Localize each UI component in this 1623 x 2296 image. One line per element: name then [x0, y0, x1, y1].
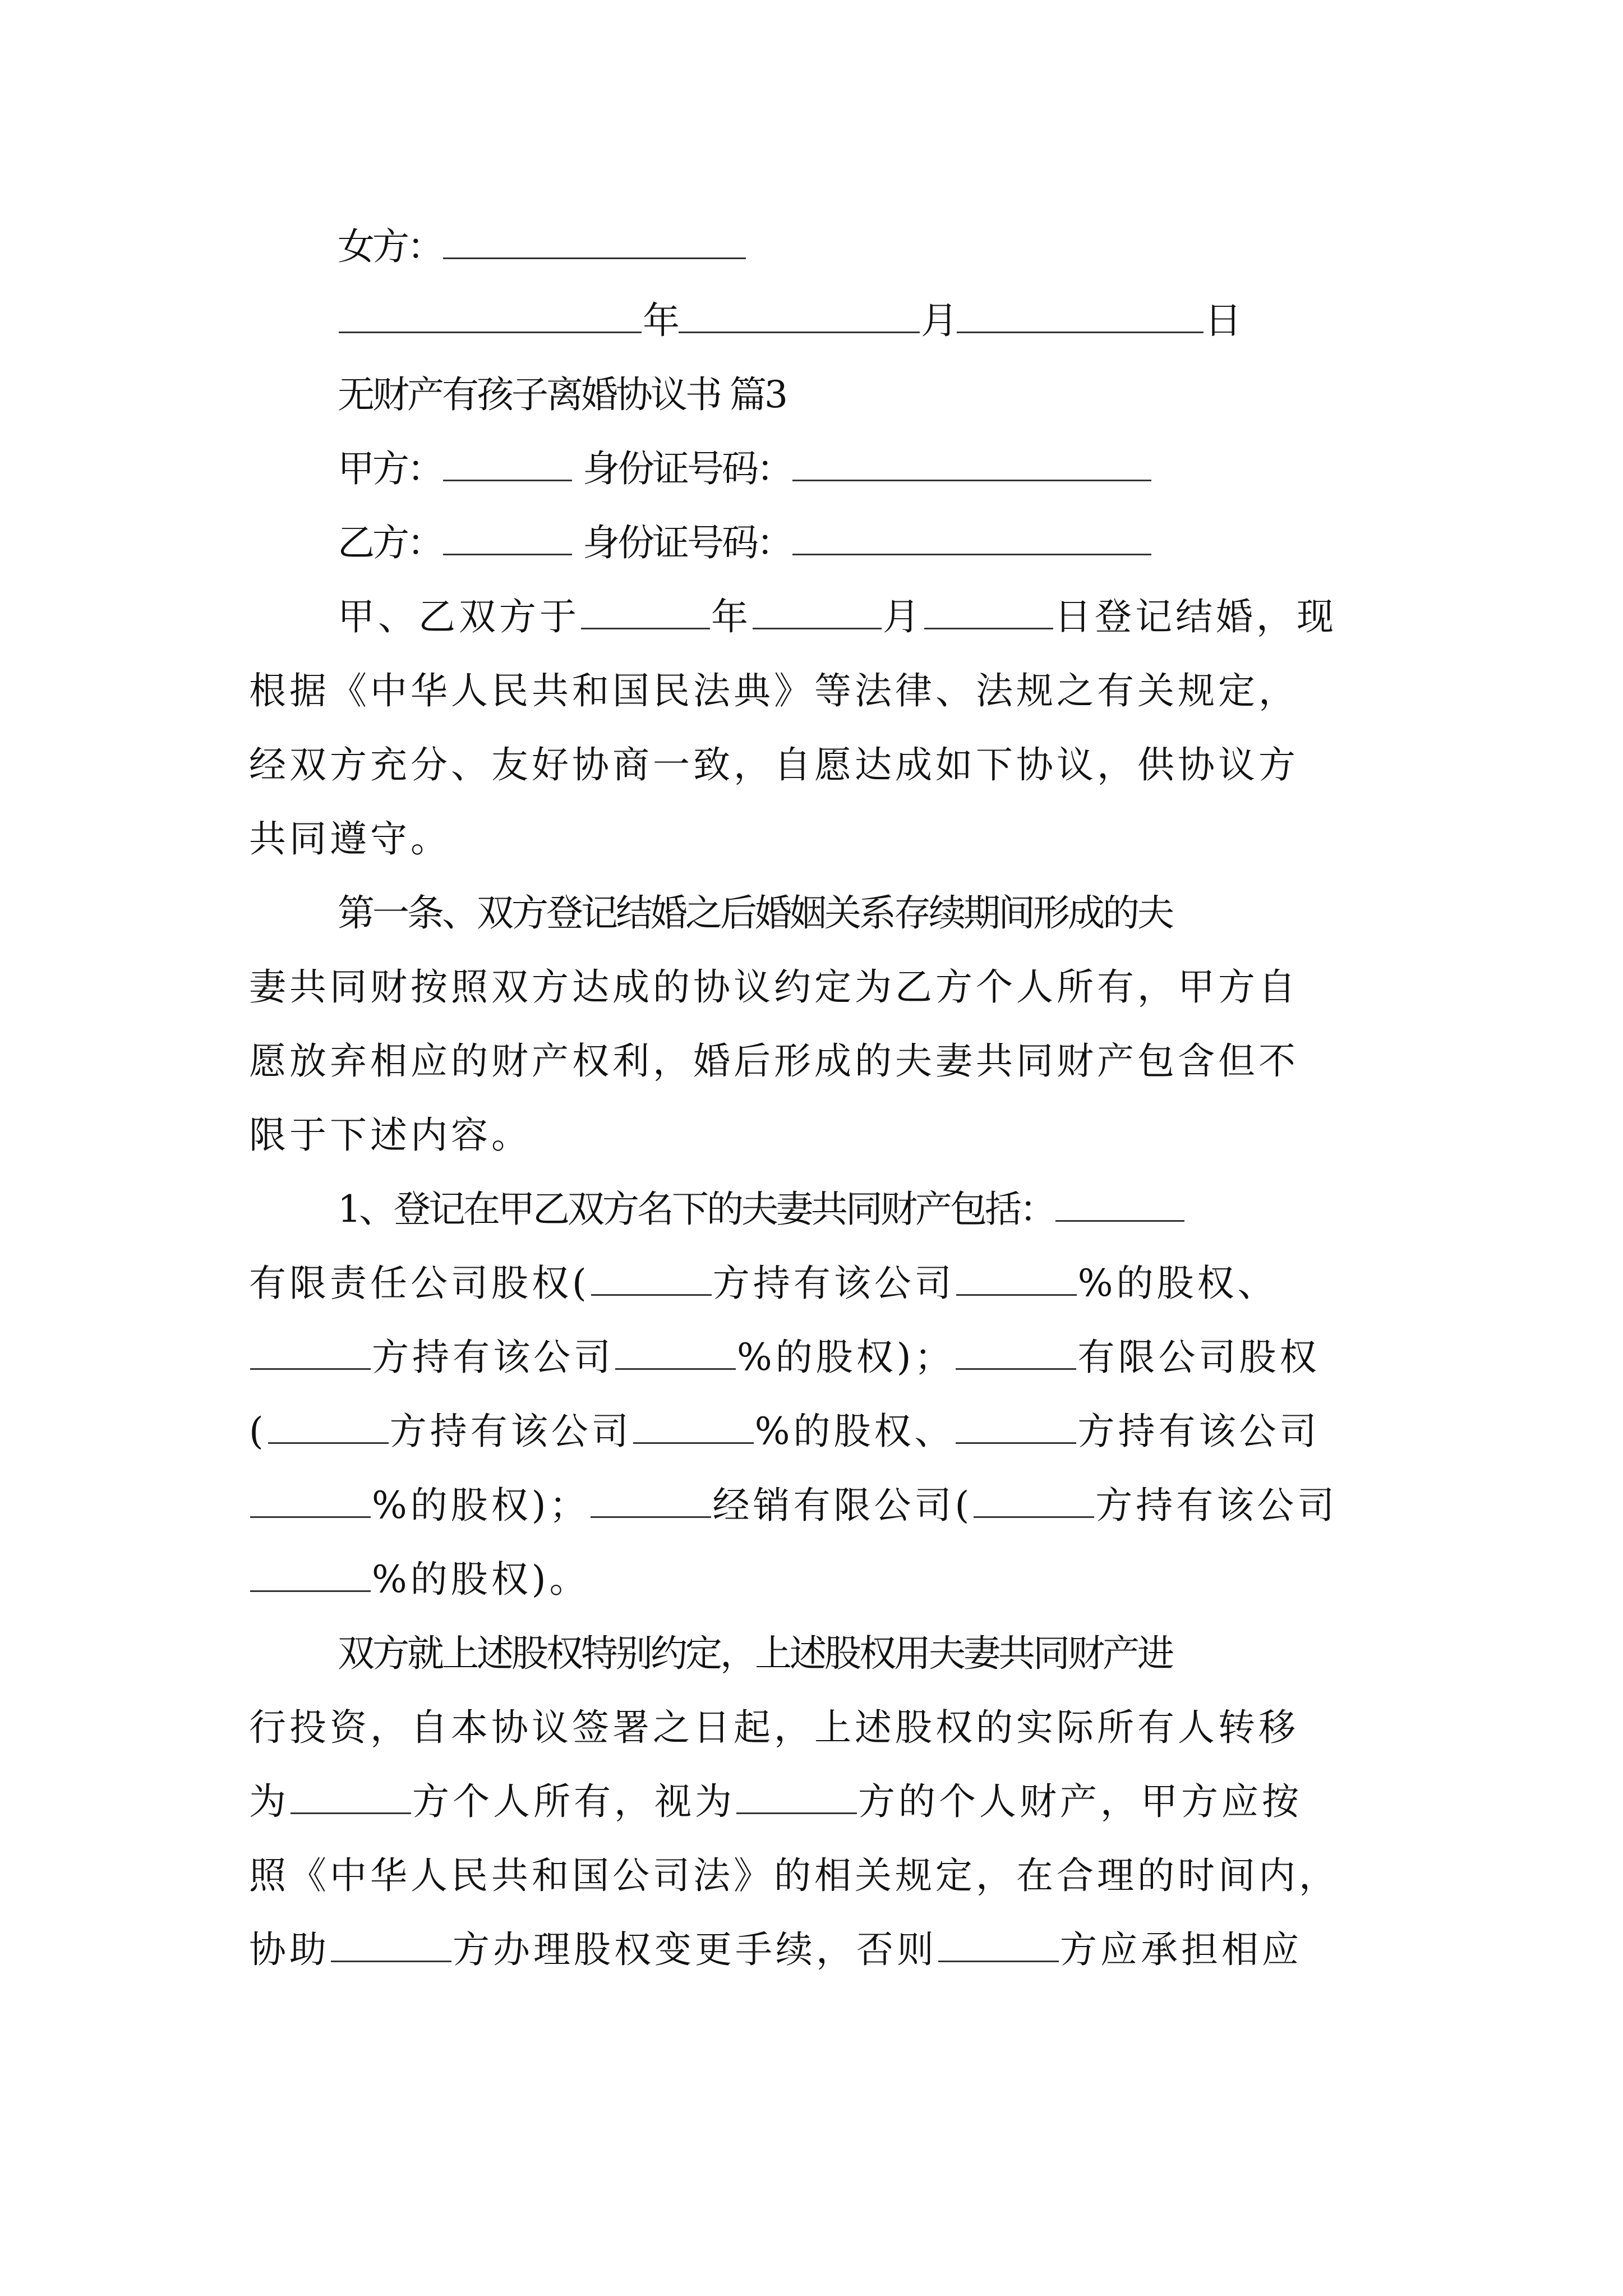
month-blank	[679, 293, 920, 333]
owner-blank	[291, 1774, 411, 1814]
item1-text: 有限公司股权	[1077, 1336, 1320, 1379]
equity-line-3	[249, 1774, 1382, 1830]
equity-line-1: 双方就上述股权特别约定，上述股权用夫妻共同财产进	[338, 1632, 1172, 1675]
company3-blank	[591, 1478, 711, 1518]
party-a-id-label: 身份证号码：	[582, 447, 791, 490]
item1-line-2	[249, 1255, 1382, 1312]
party-a-line	[338, 441, 1470, 497]
item1-line-1	[338, 1181, 1470, 1237]
item1-text: %的股权)。	[372, 1558, 590, 1601]
party-a-label: 甲方：	[338, 447, 442, 490]
item1-line-5	[249, 1478, 1382, 1534]
female-signature-line	[338, 219, 1470, 275]
item1-text: 1、登记在甲乙双方名下的夫妻共同财产包括：	[338, 1188, 1054, 1231]
holder-blank	[974, 1478, 1094, 1518]
day-label: 日	[1205, 299, 1239, 342]
item1-text: %的股权)；	[737, 1336, 955, 1379]
section-title: 无财产有孩子离婚协议书 篇3	[338, 373, 786, 416]
marriage-day-blank	[924, 590, 1053, 629]
female-signature-blank	[443, 219, 746, 259]
equity-text: 为	[249, 1780, 289, 1823]
item1-line-6	[249, 1552, 1382, 1608]
year-label: 年	[643, 299, 677, 342]
intro-line-3: 经双方充分、友好协商一致，自愿达成如下协议，供协议方	[249, 743, 1299, 786]
party-b-name-blank	[443, 516, 572, 555]
article1-line-3: 愿放弃相应的财产权利，婚后形成的夫妻共同财产包含但不	[249, 1039, 1299, 1083]
party-a-name-blank	[443, 441, 572, 481]
holder-blank	[250, 1330, 371, 1370]
liable-party-blank	[938, 1922, 1059, 1962]
percent-blank	[250, 1552, 371, 1592]
intro-text: 甲、乙双方于	[338, 595, 580, 638]
article1-line-4: 限于下述内容。	[249, 1114, 532, 1157]
item1-text: 方持有该公司	[1077, 1410, 1320, 1453]
item1-line-3	[249, 1329, 1382, 1386]
item1-text: 方持有该公司	[389, 1410, 632, 1453]
party-b-line	[338, 515, 1470, 571]
item1-text: 方持有该公司	[712, 1262, 955, 1305]
article1-line-1: 第一条、双方登记结婚之后婚姻关系存续期间形成的夫	[338, 891, 1172, 935]
percent-blank	[956, 1256, 1077, 1296]
equity-text: 方应承担相应	[1060, 1928, 1302, 1971]
item1-text: (	[249, 1410, 267, 1453]
company2-blank	[956, 1330, 1076, 1370]
month-label: 月	[921, 299, 956, 342]
equity-line-2: 行投资，自本协议签署之日起，上述股权的实际所有人转移	[249, 1706, 1299, 1749]
intro-day-text: 日登记结婚，现	[1054, 595, 1337, 638]
item1-text: %的股权、	[1077, 1262, 1278, 1305]
party-a-id-blank	[792, 441, 1151, 481]
holder-blank	[268, 1404, 389, 1444]
signature-date-line	[338, 293, 1470, 349]
company1-blank	[1055, 1182, 1184, 1222]
percent-blank	[250, 1478, 371, 1518]
intro-line-2: 根据《中华人民共和国民法典》等法律、法规之有关规定，	[249, 669, 1299, 712]
equity-text: 方办理股权变更手续，否则	[453, 1928, 937, 1971]
item1-text: 有限责任公司股权(	[249, 1262, 590, 1305]
party-b-id-blank	[792, 516, 1151, 555]
year-blank	[339, 293, 642, 333]
holder-blank	[956, 1404, 1076, 1444]
intro-year: 年	[711, 595, 751, 638]
equity-line-4: 照《中华人民共和国公司法》的相关规定，在合理的时间内，	[249, 1854, 1339, 1897]
equity-text: 协助	[249, 1928, 330, 1971]
equity-line-5	[249, 1922, 1382, 1978]
party-b-label: 乙方：	[338, 521, 442, 564]
intro-line-1	[338, 589, 1382, 645]
marriage-year-blank	[581, 590, 710, 629]
item1-text: 方持有该公司	[1095, 1484, 1338, 1527]
percent-blank	[615, 1330, 736, 1370]
marriage-month-blank	[753, 590, 882, 629]
owner-blank	[736, 1774, 857, 1814]
equity-text: 方的个人财产，甲方应按	[858, 1780, 1302, 1823]
intro-month: 月	[883, 595, 923, 638]
equity-text: 方个人所有，视为	[412, 1780, 735, 1823]
article1-line-2: 妻共同财按照双方达成的协议约定为乙方个人所有，甲方自	[249, 965, 1299, 1009]
assist-party-blank	[331, 1922, 451, 1962]
party-b-id-label: 身份证号码：	[582, 521, 791, 564]
item1-text: %的股权)；	[372, 1484, 590, 1527]
item1-text: %的股权、	[754, 1410, 955, 1453]
intro-line-4: 共同遵守。	[249, 817, 451, 861]
holder-blank	[591, 1256, 712, 1296]
item1-text: 经销有限公司(	[712, 1484, 973, 1527]
female-label: 女方：	[338, 225, 442, 268]
day-blank	[957, 293, 1204, 333]
item1-line-4	[249, 1404, 1382, 1460]
percent-blank	[633, 1404, 754, 1444]
item1-text: 方持有该公司	[372, 1336, 614, 1379]
